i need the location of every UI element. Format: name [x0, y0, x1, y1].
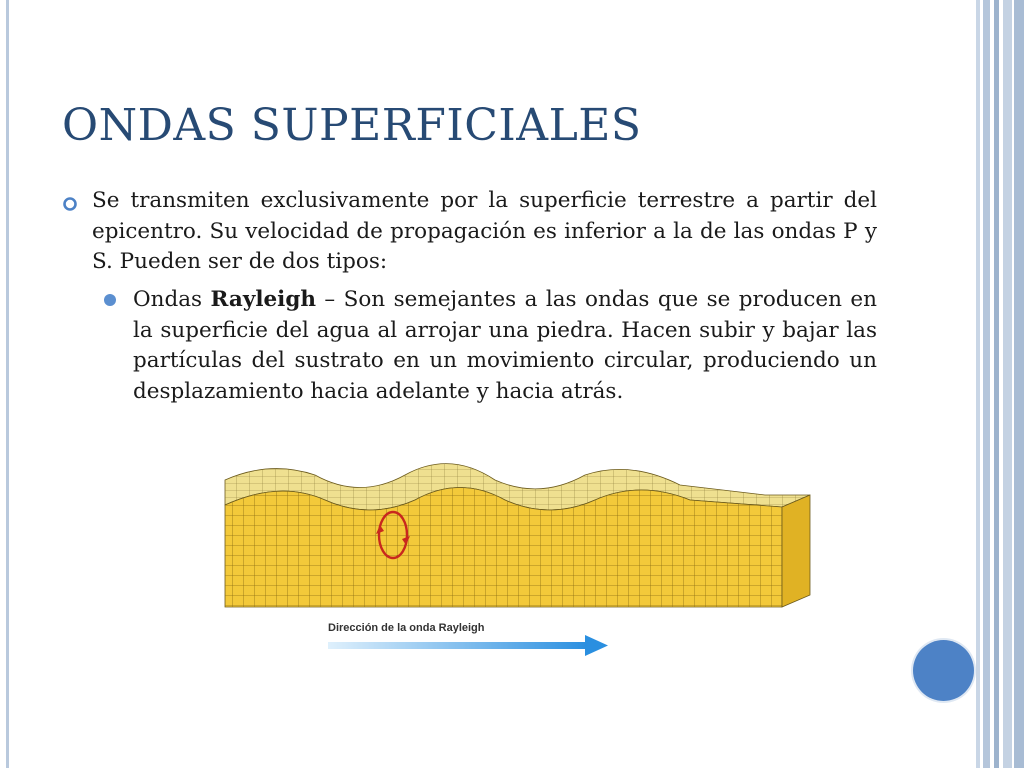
slide-title: ONDAS SUPERFICIALES — [62, 100, 642, 151]
sub-term: Rayleigh — [210, 287, 316, 312]
sub-prefix: Ondas — [133, 287, 211, 312]
dot-bullet-icon — [104, 294, 116, 306]
direction-arrow-head — [585, 635, 608, 656]
decorative-circle — [913, 640, 974, 701]
right-decoration-stripe — [1003, 0, 1012, 768]
right-decoration-stripe — [976, 0, 980, 768]
rayleigh-wave-diagram — [210, 455, 830, 665]
block-side-face — [782, 495, 810, 607]
figure-caption: Dirección de la onda Rayleigh — [328, 622, 485, 634]
sub-paragraph — [133, 285, 877, 407]
right-decoration-stripe — [983, 0, 990, 768]
sub-text: – Son semejantes a las ondas que se producen en la superficie del agua al arrojar una piedra. Hacen subir y bajar las partículas del sustrato en un movimiento circular, produciendo un desplazamiento hacia adelante y hacia atrás. — [133, 287, 878, 404]
main-paragraph: Se transmiten exclusivamente por la superficie terrestre a partir del epicentro. Su velocidad de propagación es inferior a la de las ondas P y S. Pueden ser de dos tipos: — [92, 188, 877, 274]
right-decoration-stripe — [994, 0, 999, 768]
direction-arrow-shaft — [328, 642, 588, 649]
ring-bullet-icon — [62, 196, 78, 212]
right-decoration-stripe — [1014, 0, 1024, 768]
left-decoration-rule — [6, 0, 9, 768]
